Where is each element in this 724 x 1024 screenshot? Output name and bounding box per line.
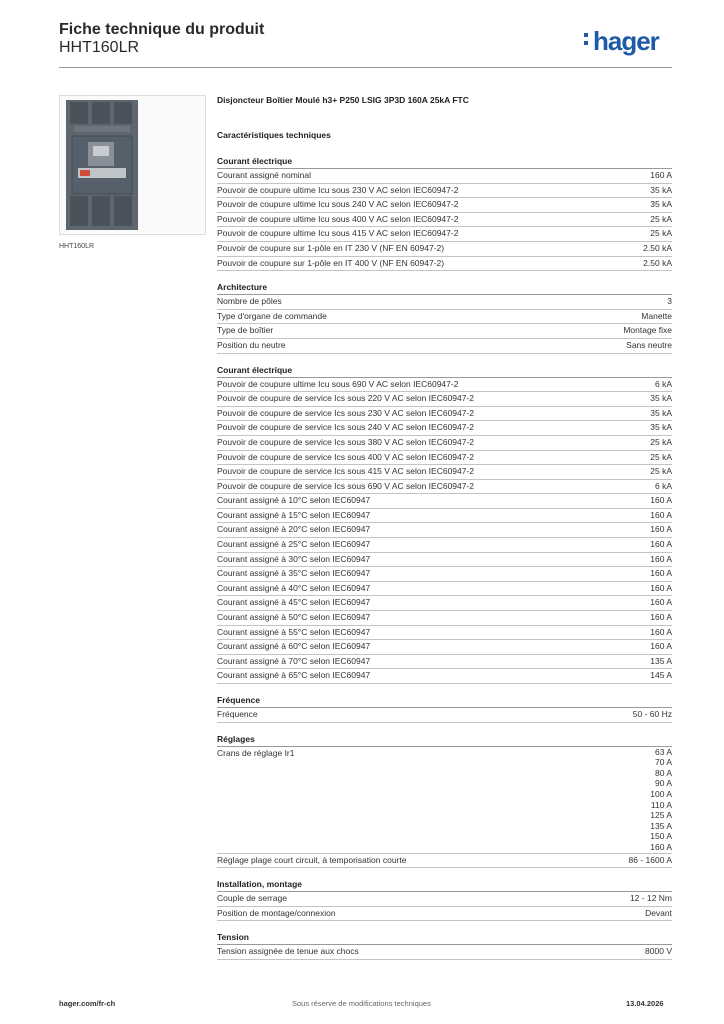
circuit-breaker-icon [60, 96, 205, 234]
spec-label: Pouvoir de coupure de service Ics sous 415 V AC selon IEC60947-2 [217, 466, 475, 477]
spec-label: Position du neutre [217, 339, 286, 350]
spec-value: 145 A [650, 670, 672, 681]
spec-value: 160 A [650, 170, 672, 180]
spec-row [217, 538, 672, 553]
spec-label: Pouvoir de coupure ultime Icu sous 230 V AC selon IEC60947-2 [217, 184, 459, 195]
spec-label: Pouvoir de coupure ultime Icu sous 415 V AC selon IEC60947-2 [217, 228, 459, 239]
spec-label: Courant assigné à 40°C selon IEC60947 [217, 582, 371, 593]
spec-value: 6 kA [654, 480, 672, 491]
spec-row [217, 553, 672, 568]
spec-value: Manette [641, 310, 672, 321]
spec-value: 25 kA [650, 466, 672, 477]
spec-row [217, 567, 672, 582]
spec-value: 25 kA [650, 451, 672, 462]
spec-row [217, 611, 672, 626]
section-title: Architecture [217, 282, 672, 295]
spec-value: 35 kA [650, 407, 672, 418]
spec-row [217, 892, 672, 907]
spec-value: 50 - 60 Hz [632, 709, 672, 719]
spec-row [217, 747, 672, 854]
spec-label: Pouvoir de coupure de service Ics sous 220 V AC selon IEC60947-2 [217, 393, 475, 404]
logo-colon-icon [584, 33, 588, 49]
spec-row [217, 465, 672, 480]
spec-row [217, 310, 672, 325]
product-description: Disjoncteur Boîtier Moulé h3+ P250 LSIG 3P3D 160A 25kA FTC [217, 95, 469, 105]
spec-label: Crans de réglage Ir1 [217, 747, 295, 758]
spec-value: 160 A [650, 626, 672, 637]
spec-label: Position de montage/connexion [217, 907, 336, 918]
spec-label: Pouvoir de coupure de service Ics sous 400 V AC selon IEC60947-2 [217, 451, 475, 462]
spec-row [217, 708, 672, 723]
spec-label: Couple de serrage [217, 893, 287, 904]
technical-heading: Caractéristiques techniques [217, 130, 331, 140]
spec-label: Pouvoir de coupure ultime Icu sous 400 V AC selon IEC60947-2 [217, 213, 459, 224]
spec-row [217, 640, 672, 655]
spec-row [217, 324, 672, 339]
spec-value: 125 A [650, 810, 672, 821]
spec-value: 80 A [654, 767, 672, 778]
spec-row [217, 626, 672, 641]
spec-row [217, 378, 672, 393]
spec-value: 8000 V [645, 946, 672, 957]
hager-logo [593, 26, 659, 57]
spec-value: 25 kA [650, 436, 672, 447]
spec-value: Sans neutre [626, 339, 672, 350]
spec-value: 135 A [650, 655, 672, 666]
spec-value: 25 kA [650, 228, 672, 239]
spec-label: Courant assigné à 15°C selon IEC60947 [217, 509, 371, 520]
spec-value: 35 kA [650, 184, 672, 195]
spec-label: Pouvoir de coupure sur 1-pôle en IT 230 V (NF EN 60947-2) [217, 242, 445, 253]
spec-label: Nombre de pôles [217, 296, 282, 307]
spec-row [217, 407, 672, 422]
spec-row [217, 596, 672, 611]
footer-notice: Sous réserve de modifications techniques [292, 999, 431, 1008]
spec-row [217, 227, 672, 242]
section-title: Tension [217, 932, 672, 945]
product-caption: HHT160LR [59, 243, 95, 250]
specifications [217, 95, 672, 960]
footer-date: 13.04.2026 [626, 999, 664, 1008]
spec-row [217, 669, 672, 684]
section-title: Courant électrique [217, 365, 672, 378]
spec-label: Courant assigné nominal [217, 170, 312, 180]
page-title: Fiche technique du produit [59, 21, 265, 38]
footer-website-link[interactable]: hager.com/fr-ch [59, 999, 116, 1008]
spec-value: 150 A [650, 831, 672, 842]
spec-label: Réglage plage court circuit, à temporisation courte [217, 854, 407, 865]
spec-value: 35 kA [650, 199, 672, 210]
spec-label: Courant assigné à 55°C selon IEC60947 [217, 626, 371, 637]
spec-label: Pouvoir de coupure de service Ics sous 240 V AC selon IEC60947-2 [217, 422, 475, 433]
spec-row [217, 854, 672, 869]
spec-value: 86 - 1600 A [628, 854, 672, 865]
spec-row [217, 295, 672, 310]
spec-row [217, 582, 672, 597]
section-title: Installation, montage [217, 879, 672, 892]
spec-value: Montage fixe [623, 325, 672, 336]
spec-label: Courant assigné à 10°C selon IEC60947 [217, 495, 371, 506]
spec-row [217, 494, 672, 509]
spec-value: 160 A [650, 641, 672, 652]
spec-value: 160 A [650, 568, 672, 579]
spec-label: Courant assigné à 20°C selon IEC60947 [217, 524, 371, 535]
spec-value: 100 A [650, 788, 672, 799]
spec-row [217, 213, 672, 228]
logo-text: hager [593, 26, 659, 56]
spec-label: Courant assigné à 35°C selon IEC60947 [217, 568, 371, 579]
product-image [59, 95, 206, 235]
spec-label: Courant assigné à 45°C selon IEC60947 [217, 597, 371, 608]
spec-label: Courant assigné à 30°C selon IEC60947 [217, 553, 371, 564]
spec-value: 2.50 kA [643, 242, 672, 253]
spec-row [217, 257, 672, 272]
section-title: Fréquence [217, 695, 672, 708]
spec-value: 25 kA [650, 213, 672, 224]
spec-row [217, 184, 672, 199]
spec-value: 63 A [654, 746, 672, 757]
spec-value: 160 A [650, 841, 672, 852]
header-divider [59, 67, 672, 68]
spec-value: 160 A [650, 597, 672, 608]
product-reference: HHT160LR [59, 39, 140, 56]
spec-value: 110 A [650, 799, 672, 810]
spec-label: Pouvoir de coupure de service Ics sous 690 V AC selon IEC60947-2 [217, 480, 475, 491]
spec-row [217, 169, 672, 184]
spec-value: 70 A [654, 757, 672, 768]
spec-value: 3 [667, 296, 672, 307]
spec-label: Courant assigné à 25°C selon IEC60947 [217, 539, 371, 550]
spec-row [217, 509, 672, 524]
spec-label: Pouvoir de coupure ultime Icu sous 240 V AC selon IEC60947-2 [217, 199, 459, 210]
spec-label: Pouvoir de coupure de service Ics sous 380 V AC selon IEC60947-2 [217, 436, 475, 447]
spec-row [217, 523, 672, 538]
spec-row [217, 655, 672, 670]
spec-row [217, 198, 672, 213]
spec-label: Pouvoir de coupure de service Ics sous 230 V AC selon IEC60947-2 [217, 407, 475, 418]
spec-value: 90 A [654, 778, 672, 789]
spec-value: 160 A [650, 539, 672, 550]
section-title: Réglages [217, 734, 672, 747]
spec-value-list [650, 747, 672, 853]
spec-value: 160 A [650, 495, 672, 506]
spec-value: 35 kA [650, 422, 672, 433]
spec-label: Fréquence [217, 709, 258, 719]
spec-label: Pouvoir de coupure sur 1-pôle en IT 400 V (NF EN 60947-2) [217, 257, 445, 268]
spec-value: 6 kA [654, 378, 672, 389]
spec-row [217, 392, 672, 407]
spec-value: 2.50 kA [643, 257, 672, 268]
spec-row [217, 242, 672, 257]
spec-value: 135 A [650, 820, 672, 831]
spec-value: 12 - 12 Nm [629, 893, 672, 904]
spec-value: Devant [645, 907, 672, 918]
spec-row [217, 907, 672, 922]
spec-value: 160 A [650, 582, 672, 593]
spec-label: Type d'organe de commande [217, 310, 327, 321]
spec-row [217, 945, 672, 960]
spec-label: Courant assigné à 50°C selon IEC60947 [217, 612, 371, 623]
spec-row [217, 451, 672, 466]
spec-value: 160 A [650, 524, 672, 535]
spec-label: Courant assigné à 65°C selon IEC60947 [217, 670, 371, 681]
section-title: Courant électrique [217, 156, 672, 169]
spec-label: Type de boîtier [217, 325, 274, 336]
spec-value: 160 A [650, 553, 672, 564]
spec-label: Courant assigné à 60°C selon IEC60947 [217, 641, 371, 652]
spec-label: Pouvoir de coupure ultime Icu sous 690 V AC selon IEC60947-2 [217, 378, 459, 389]
spec-label: Courant assigné à 70°C selon IEC60947 [217, 655, 371, 666]
spec-row [217, 480, 672, 495]
spec-row [217, 421, 672, 436]
spec-label: Tension assignée de tenue aux chocs [217, 946, 359, 957]
spec-row [217, 436, 672, 451]
spec-value: 160 A [650, 509, 672, 520]
spec-value: 160 A [650, 612, 672, 623]
spec-row [217, 339, 672, 354]
spec-value: 35 kA [650, 393, 672, 404]
